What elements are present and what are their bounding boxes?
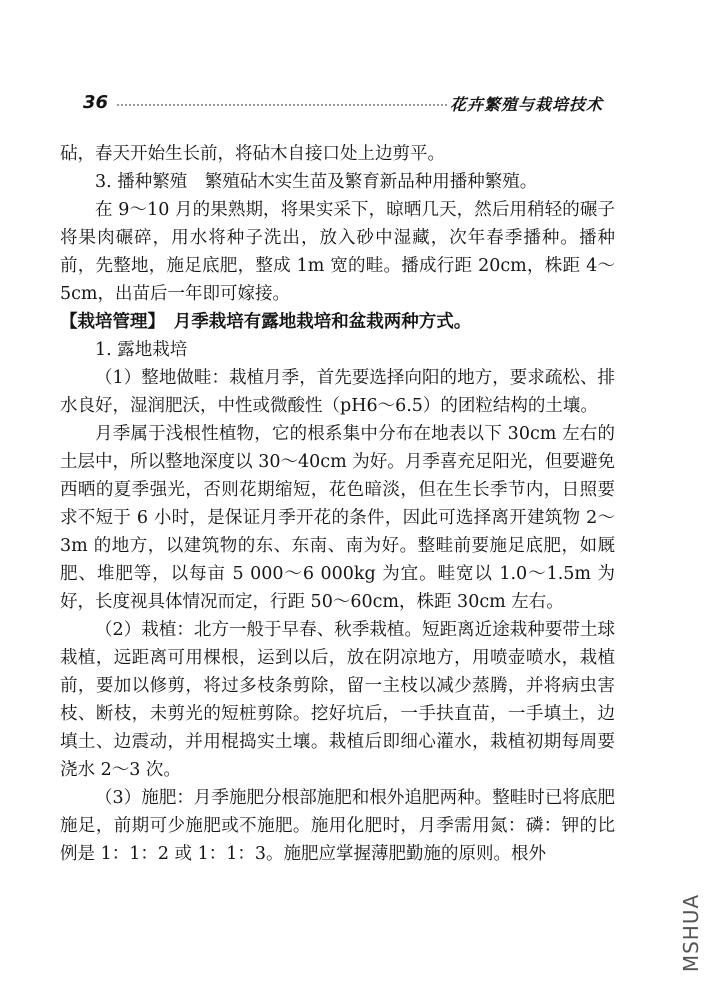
subheading-open-field: 1. 露地栽培	[95, 340, 188, 360]
paragraph-seed-propagation: 在 9～10 月的果熟期，将果实采下，晾晒几天，然后用稍轻的碾子将果肉碾碎，用水将种子洗出，放入砂中湿藏，次年春季播种。播种前，先整地，施足底肥，整成 1m 宽的畦。播成行距 20cm，株距 4～5cm，出苗后一年即可嫁接。	[60, 200, 615, 304]
page-number: 36	[83, 92, 109, 113]
paragraph-land-prep: （1）整地做畦：栽植月季，首先要选择向阳的地方，要求疏松、排水良好，湿润肥沃，中性或微酸性（pH6～6.5）的团粒结构的土壤。	[60, 368, 615, 416]
header-dotted-rule	[117, 104, 447, 106]
paragraph-planting: （2）栽植：北方一般于早春、秋季栽植。短距离近途栽种要带土球栽植，远距离可用棵根，运到以后，放在阴凉地方，用喷壶喷水，栽植前，要加以修剪，将过多枝条剪除，留一主枝以减少蒸腾，并将病虫害枝、断枝，未剪光的短桩剪除。挖好坑后，一手扶直苗，一手填土，边填土、边震动，并用棍捣实土壤。栽植后即细心灌水，栽植初期每周要浇水 2～3 次。	[60, 620, 615, 780]
paragraph-root-system: 月季属于浅根性植物，它的根系集中分布在地表以下 30cm 左右的土层中，所以整地深度以 30～40cm 为好。月季喜充足阳光，但要避免西晒的夏季强光，否则花期缩短，花色暗淡，但在生长季节内，日照要求不短于 6 小时，是保证月季开花的条件，因此可选择离开建筑物 2～3m 的地方，以建筑物的东、东南、南为好。整畦前要施足底肥，如厩肥、堆肥等，以每亩 5 000～6 000kg 为宜。畦宽以 1.0～1.5m 为好，长度视具体情况而定，行距 50～60cm，株距 30cm 左右。	[60, 424, 615, 612]
heading-seed-propagation: 3. 播种繁殖 繁殖砧木实生苗及繁育新品种用播种繁殖。	[95, 172, 538, 192]
section-heading-cultivation: 【栽培管理】 月季栽培有露地栽培和盆栽两种方式。	[60, 312, 472, 332]
running-book-title: 花卉繁殖与栽培技术	[449, 95, 603, 114]
page-header	[83, 92, 603, 114]
page-body	[60, 140, 615, 868]
watermark	[676, 870, 706, 995]
paragraph-continuation: 砧，春天开始生长前，将砧木自接口处上边剪平。	[60, 144, 445, 164]
watermark-text: MSHUA	[679, 893, 703, 972]
paragraph-fertilizing: （3）施肥：月季施肥分根部施肥和根外追肥两种。整畦时已将底肥施足，前期可少施肥或不施肥。施用化肥时，月季需用氮：磷：钾的比例是 1：1：2 或 1：1：3。施肥应掌握薄肥勤施的原则。根外	[60, 788, 615, 864]
